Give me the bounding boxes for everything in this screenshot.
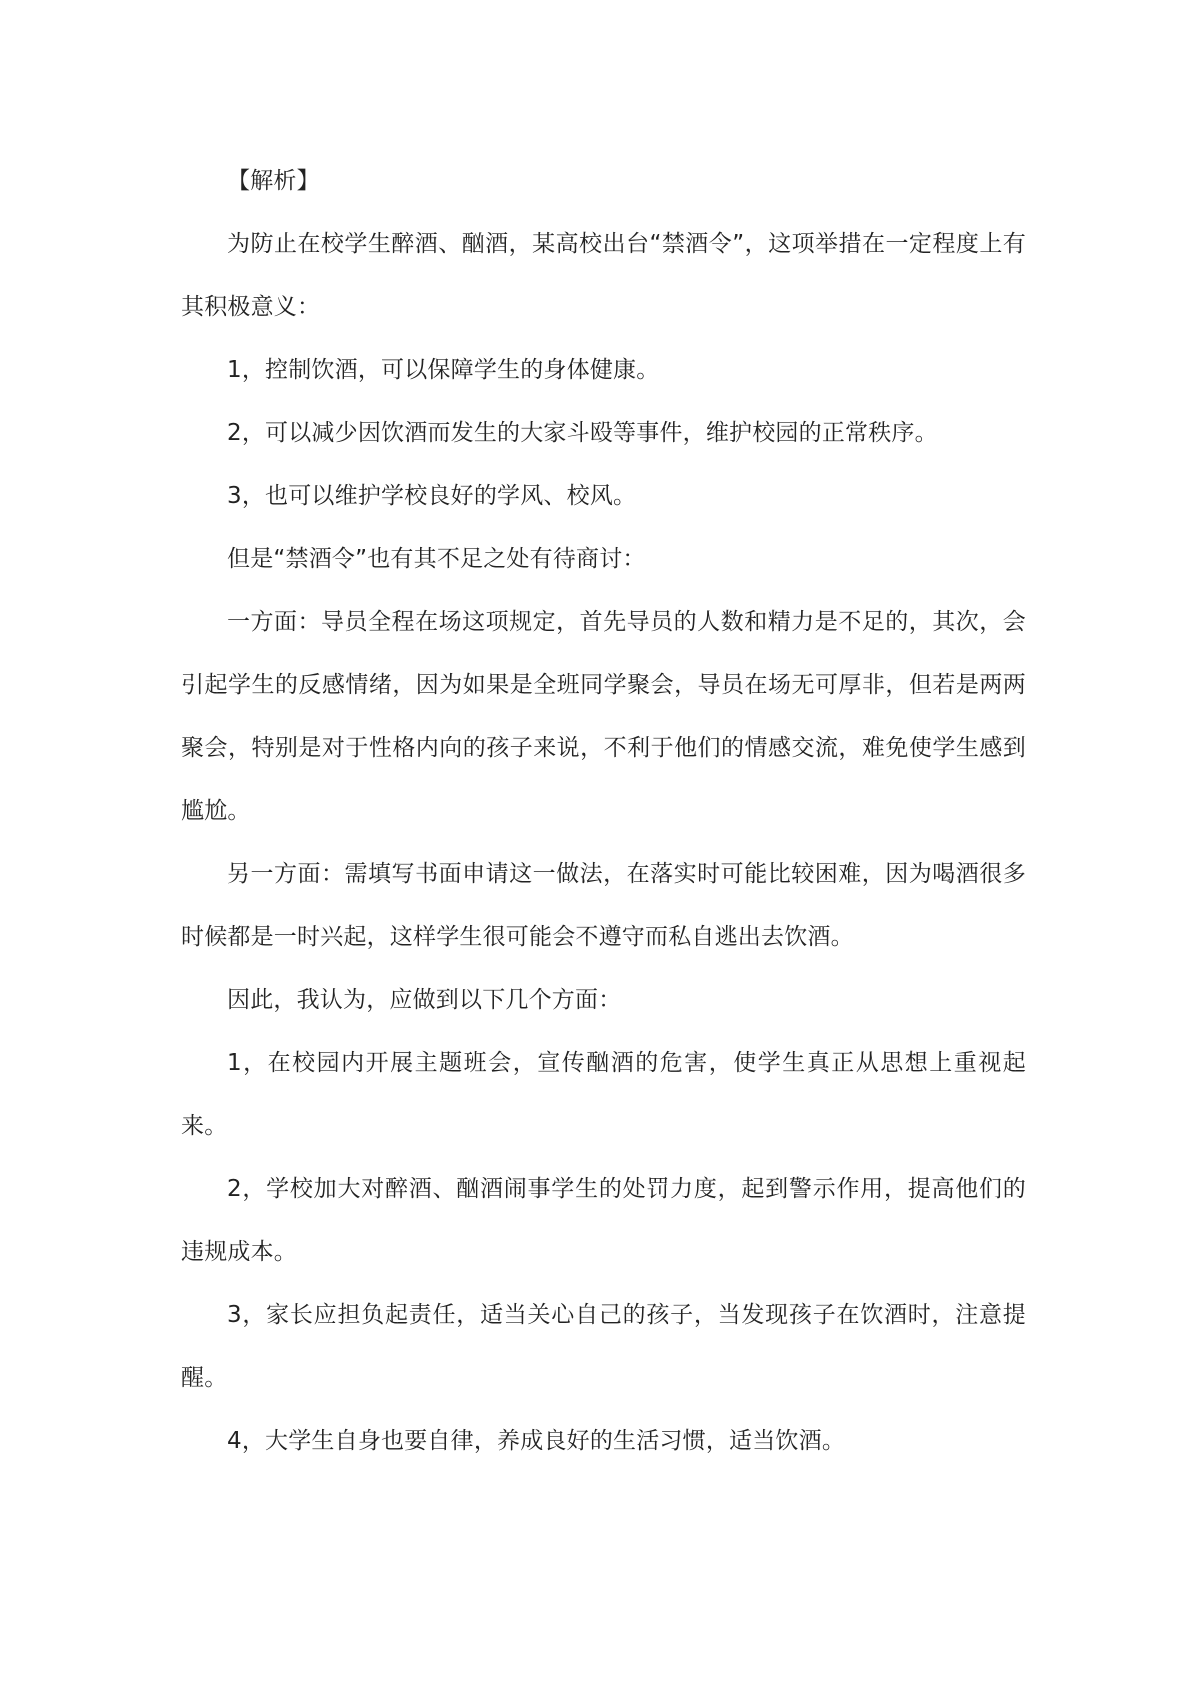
paragraph-suggestion-3: 3，家长应担负起责任，适当关心自己的孩子，当发现孩子在饮酒时，注意提醒。 (181, 1302, 1026, 1391)
paragraph-point-1: 1，控制饮酒，可以保障学生的身体健康。 (227, 357, 660, 383)
paragraph-other-hand: 另一方面：需填写书面申请这一做法，在落实时可能比较困难，因为喝酒很多时候都是一时兴起，这样学生很可能会不遵守而私自逃出去饮酒。 (181, 861, 1026, 950)
paragraph-however: 但是“禁酒令”也有其不足之处有待商讨： (227, 546, 646, 572)
paragraph-suggestion-4: 4，大学生自身也要自律，养成良好的生活习惯，适当饮酒。 (227, 1428, 846, 1454)
paragraph-intro: 为防止在校学生醉酒、酗酒，某高校出台“禁酒令”，这项举措在一定程度上有其积极意义： (181, 231, 1026, 320)
paragraph-therefore: 因此，我认为，应做到以下几个方面： (227, 987, 622, 1013)
paragraph-point-2: 2，可以减少因饮酒而发生的大家斗殴等事件，维护校园的正常秩序。 (227, 420, 938, 446)
document-body (181, 150, 1026, 1473)
paragraph-suggestion-1: 1，在校园内开展主题班会，宣传酗酒的危害，使学生真正从思想上重视起来。 (181, 1050, 1026, 1139)
paragraph-one-hand: 一方面：导员全程在场这项规定，首先导员的人数和精力是不足的，其次，会引起学生的反感情绪，因为如果是全班同学聚会，导员在场无可厚非，但若是两两聚会，特别是对于性格内向的孩子来说，不利于他们的情感交流，难免使学生感到尴尬。 (181, 609, 1026, 824)
paragraph-point-3: 3，也可以维护学校良好的学风、校风。 (227, 483, 637, 509)
section-heading: 【解析】 (227, 168, 320, 194)
paragraph-suggestion-2: 2，学校加大对醉酒、酗酒闹事学生的处罚力度，起到警示作用，提高他们的违规成本。 (181, 1176, 1026, 1265)
